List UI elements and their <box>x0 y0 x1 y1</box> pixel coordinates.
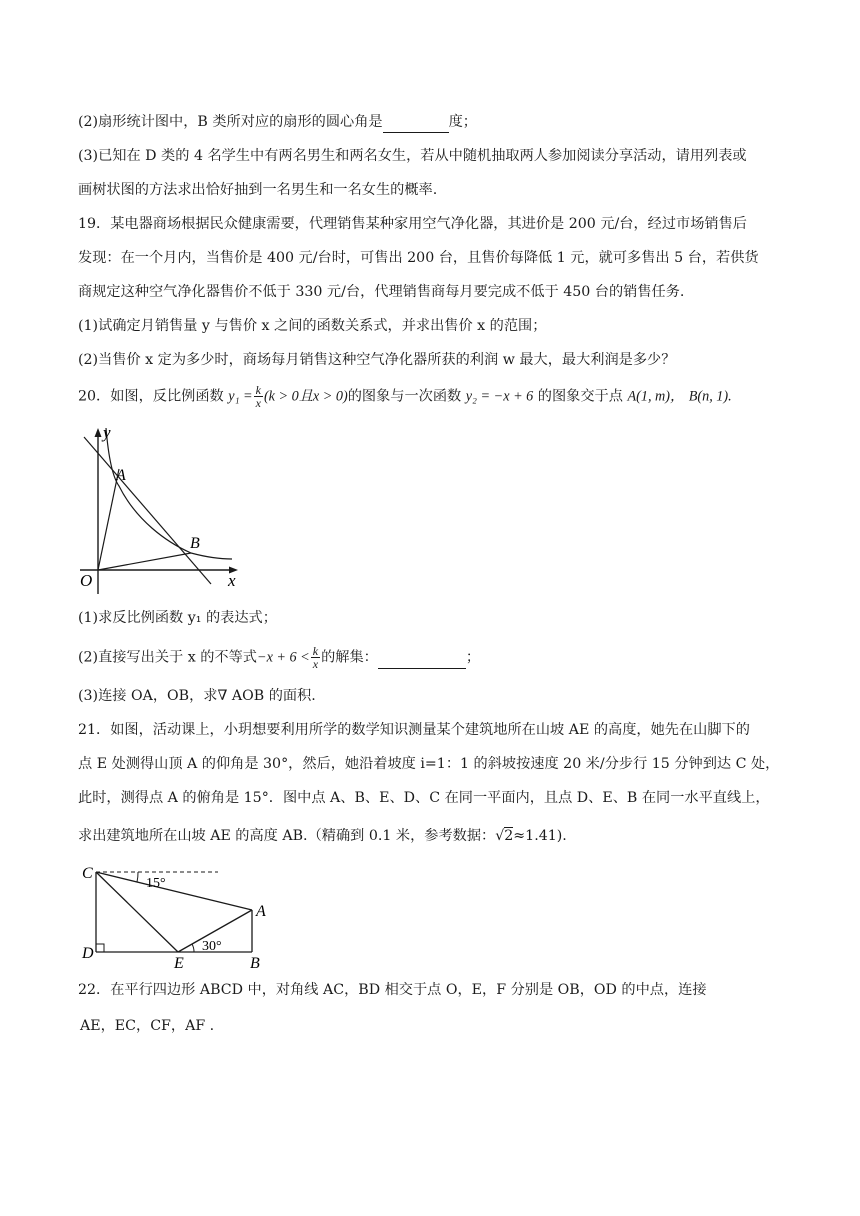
segment-OB <box>98 553 191 570</box>
point-D-label: D <box>82 945 94 962</box>
point-E-label: E <box>174 955 184 970</box>
q20-part1: (1)求反比例函数 y₁ 的表达式； <box>78 610 277 626</box>
hyperbola-curve <box>106 428 232 559</box>
y-axis-arrow <box>95 428 102 437</box>
q18-part2: (2)扇形统计图中，B 类所对应的扇形的圆心角是 度； <box>78 112 790 133</box>
q20-stem: 20．如图，反比例函数 y₁ = $\frac{k}{x}$ (k > 0且x > 0)的图象与一次函数 y₂ = −x + 6 的图象交于点 A(1, m)， B(n, 1). <box>78 383 732 410</box>
segment-CA <box>96 872 252 910</box>
angle-15-label: 15° <box>146 876 166 891</box>
angle-15-arc <box>137 872 138 882</box>
angle-30-arc <box>192 944 194 952</box>
q19-stem-line1: 19．某电器商场根据民众健康需要，代理销售某种家用空气净化器，其进价是 200 元/台，经过市场销售后 <box>78 216 747 232</box>
linear-function-line <box>84 437 211 584</box>
segment-CE <box>96 872 178 952</box>
q18-part3-line2: 画树状图的方法求出恰好抽到一名男生和一名女生的概率. <box>78 182 438 198</box>
q20-graph-figure <box>76 424 246 594</box>
right-angle-mark <box>96 944 104 952</box>
q22-stem-line2: AE，EC，CF，AF . <box>80 1018 215 1034</box>
q19-stem-line3: 商规定这种空气净化器售价不低于 330 元/台，代理销售商每月要完成不低于 450 台的销售任务. <box>78 284 685 300</box>
point-B-label: B <box>250 955 260 970</box>
angle-30-label: 30° <box>202 939 222 954</box>
fraction-k-over-x: $\frac{k}{x}$ <box>255 383 261 410</box>
q19-stem-line2: 发现：在一个月内，当售价是 400 元/台时，可售出 200 台，且售价每降低 1 元，就可多售出 5 台，若供货 <box>78 250 759 266</box>
q21-stem-line2: 点 E 处测得山顶 A 的仰角是 30°，然后，她沿着坡度 i=1：1 的斜坡按速度 20 米/分步行 15 分钟到达 C 处， <box>78 756 780 772</box>
x-axis-label: x <box>228 571 236 590</box>
q18-part3-line1: (3)已知在 D 类的 4 名学生中有两名男生和两名女生，若从中随机抽取两人参加阅读分享活动，请用列表或 <box>78 148 747 164</box>
segment-OA <box>98 469 119 570</box>
origin-label: O <box>80 571 93 590</box>
q19-part2: (2)当售价 x 定为多少时，商场每月销售这种空气净化器所获的利润 w 最大，最大利润是多少？ <box>78 352 676 368</box>
q21-slope-figure <box>78 858 278 970</box>
sqrt-symbol: √ <box>495 828 505 844</box>
point-A-label: A <box>116 467 126 484</box>
q21-stem-line1: 21．如图，活动课上，小玥想要利用所学的数学知识测量某个建筑地所在山坡 AE 的高度，她先在山脚下的 <box>78 722 750 738</box>
q20-part2: (2)直接写出关于 x 的不等式−x + 6 < $\frac{k}{x}$ 的解集： ； <box>78 644 481 671</box>
point-A-label: A <box>256 903 266 920</box>
point-B-label: B <box>190 535 200 552</box>
q21-stem-line4: 求出建筑地所在山坡 AE 的高度 AB.（精确到 0.1 米，参考数据：√2≈1.41). <box>78 828 567 844</box>
q21-stem-line3: 此时，测得点 A 的俯角是 15°．图中点 A、B、E、D、C 在同一平面内，且点 D、E、B 在同一水平直线上， <box>78 790 770 806</box>
point-C-label: C <box>82 865 93 882</box>
q20-part3: (3)连接 OA，OB，求∇ AOB 的面积. <box>78 688 316 704</box>
q19-part1: (1)试确定月销售量 y 与售价 x 之间的函数关系式，并求出售价 x 的范围； <box>78 318 547 334</box>
answer-blank <box>383 112 449 133</box>
q22-stem-line1: 22．在平行四边形 ABCD 中，对角线 AC，BD 相交于点 O，E，F 分别是 OB，OD 的中点，连接 <box>78 982 707 998</box>
answer-blank <box>378 648 466 669</box>
fraction-k-over-x: $\frac{k}{x}$ <box>312 644 319 671</box>
y-axis-label: y <box>103 424 111 442</box>
